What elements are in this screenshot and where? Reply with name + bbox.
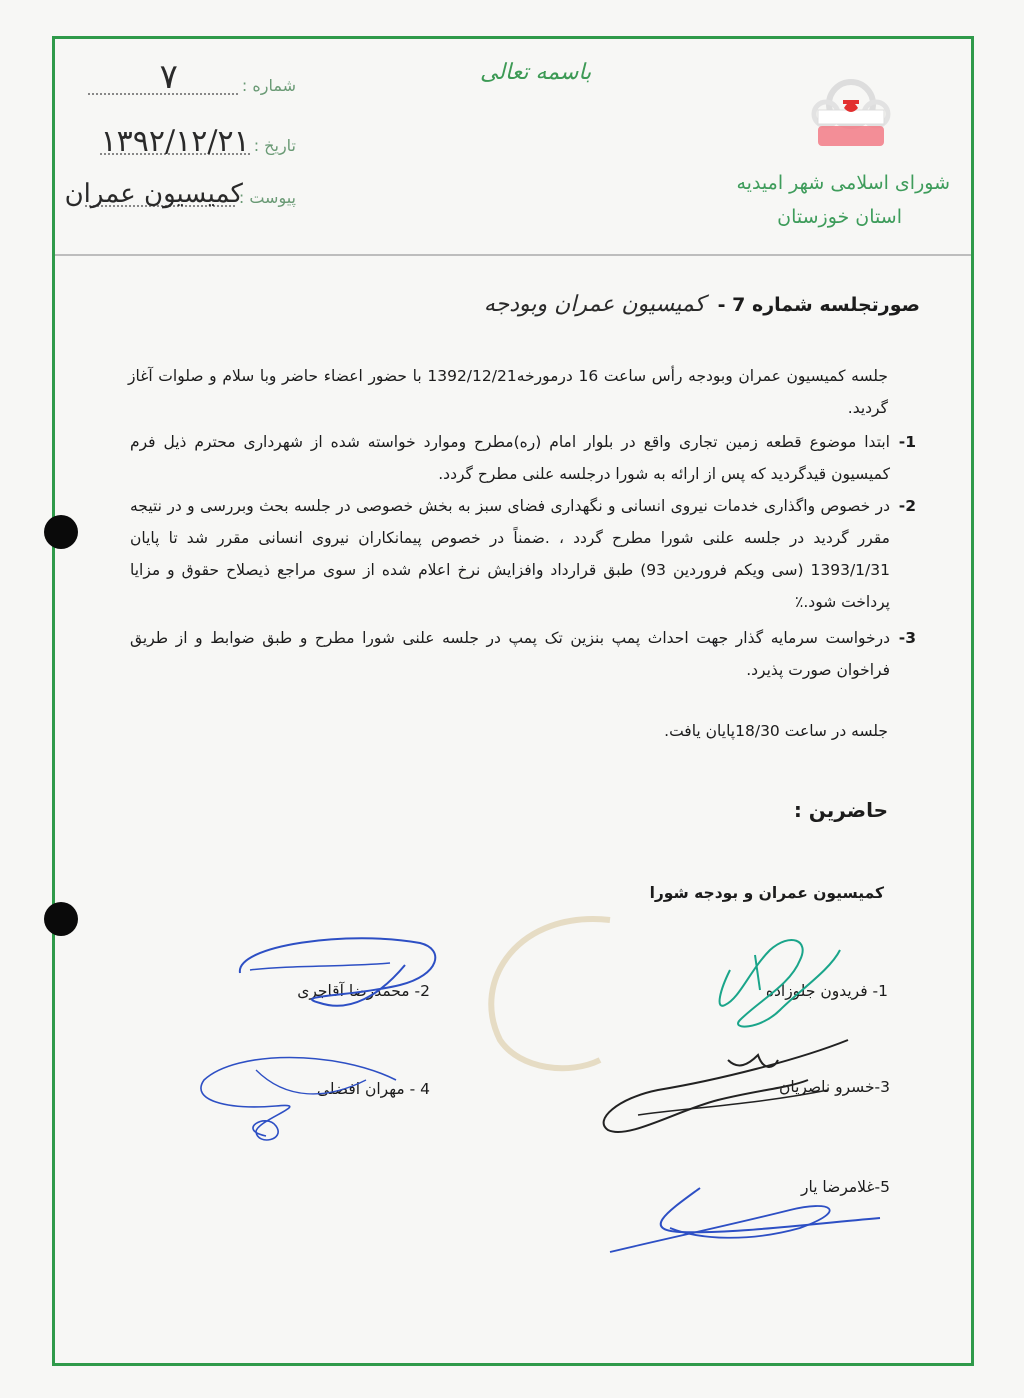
attachment-label: پیوست :	[238, 188, 296, 207]
agenda-item-text: ابتدا موضوع قطعه زمین تجاری واقع در بلوار امام (ره)مطرح وموارد خواسته شده از شهرداری محترم ذیل فرم کمیسیون قیدگردید که پس از ارائه به شورا درجلسه علنی مطرح گردد.	[130, 433, 890, 483]
number-line	[88, 57, 238, 97]
agenda-item-number: 1-	[898, 433, 916, 451]
emblem-icon	[796, 74, 906, 164]
basmala: باسمه تعالی	[480, 60, 592, 85]
signature-member-4	[196, 1040, 416, 1150]
agenda-item-text: درخواست سرمایه گذار جهت احداث پمپ بنزین تک پمپ در جلسه علنی شورا مطرح و طبق ضوابط و از طریق فراخوان صورت پذیرد.	[130, 629, 890, 679]
minutes-title	[484, 292, 920, 317]
punch-hole-bottom	[44, 902, 78, 936]
closing-line: جلسه در ساعت 18/30پایان یافت.	[664, 722, 888, 740]
signature-member-3	[598, 1020, 858, 1160]
member-1: 1- فریدون جلوزاده	[765, 982, 888, 1000]
number-value: ۷	[159, 57, 178, 97]
agenda-item-3	[130, 622, 916, 686]
attendees-heading: حاضرین :	[793, 798, 888, 822]
date-value: ۱۳۹۲/۱۲/۲۱	[100, 124, 250, 159]
agenda-item-2	[130, 490, 916, 618]
signature-member-2	[230, 925, 450, 1025]
member-4: 4 - مهران افضلی	[316, 1080, 430, 1098]
member-3: 3-خسرو ناصریان	[778, 1078, 890, 1096]
attachment-value: کمیسیون عمران	[64, 179, 243, 209]
member-5: 5-غلامرضا یار	[800, 1178, 890, 1196]
committee-heading: کمیسیون عمران و بودجه شورا	[649, 884, 884, 902]
date-field	[100, 124, 296, 159]
agenda-item-number: 2-	[898, 497, 916, 515]
agenda-item-number: 3-	[898, 629, 916, 647]
organization-province: استان خوزستان	[777, 206, 902, 228]
date-line	[100, 124, 250, 159]
attachment-line	[64, 179, 243, 209]
attachment-field	[64, 179, 296, 209]
member-2: 2- محمدرضا آقاجری	[297, 982, 430, 1000]
organization-name: شورای اسلامی شهر امیدیه	[736, 172, 950, 194]
number-field	[88, 57, 296, 97]
page-border	[52, 36, 974, 1366]
date-label: تاریخ :	[253, 136, 296, 155]
punch-hole-top	[44, 515, 78, 549]
number-label: شماره :	[241, 76, 296, 95]
header-divider	[55, 254, 971, 256]
agenda-item-1	[130, 426, 916, 490]
minutes-title-prefix: صورتجلسه شماره 7 -	[717, 294, 920, 316]
minutes-title-handwritten: کمیسیون عمران وبودجه	[483, 292, 706, 317]
agenda-item-text: در خصوص واگذاری خدمات نیروی انسانی و نگهداری فضای سبز به بخش خصوصی در جلسه بحث وبررسی و در نتیجه مقرر گردید در جلسه علنی شورا مطرح گردد ، .ضمناً در خصوص پیمانکاران نیروی انسانی مقرر شد تا پایان 1393/1/31 (سی ویکم فروردین 93) طبق قرارداد وافزایش نرخ اعلام شده از سوی مراجع ذیصلاح حقوق و مزایا پرداخت شود.٪	[130, 497, 890, 611]
signature-member-5	[600, 1180, 890, 1260]
intro-paragraph: جلسه کمیسیون عمران وبودجه رأس ساعت 16 درمورخه1392/12/21 با حضور اعضاء حاضر وبا سلام و صلوات آغاز گردید.	[128, 367, 888, 417]
